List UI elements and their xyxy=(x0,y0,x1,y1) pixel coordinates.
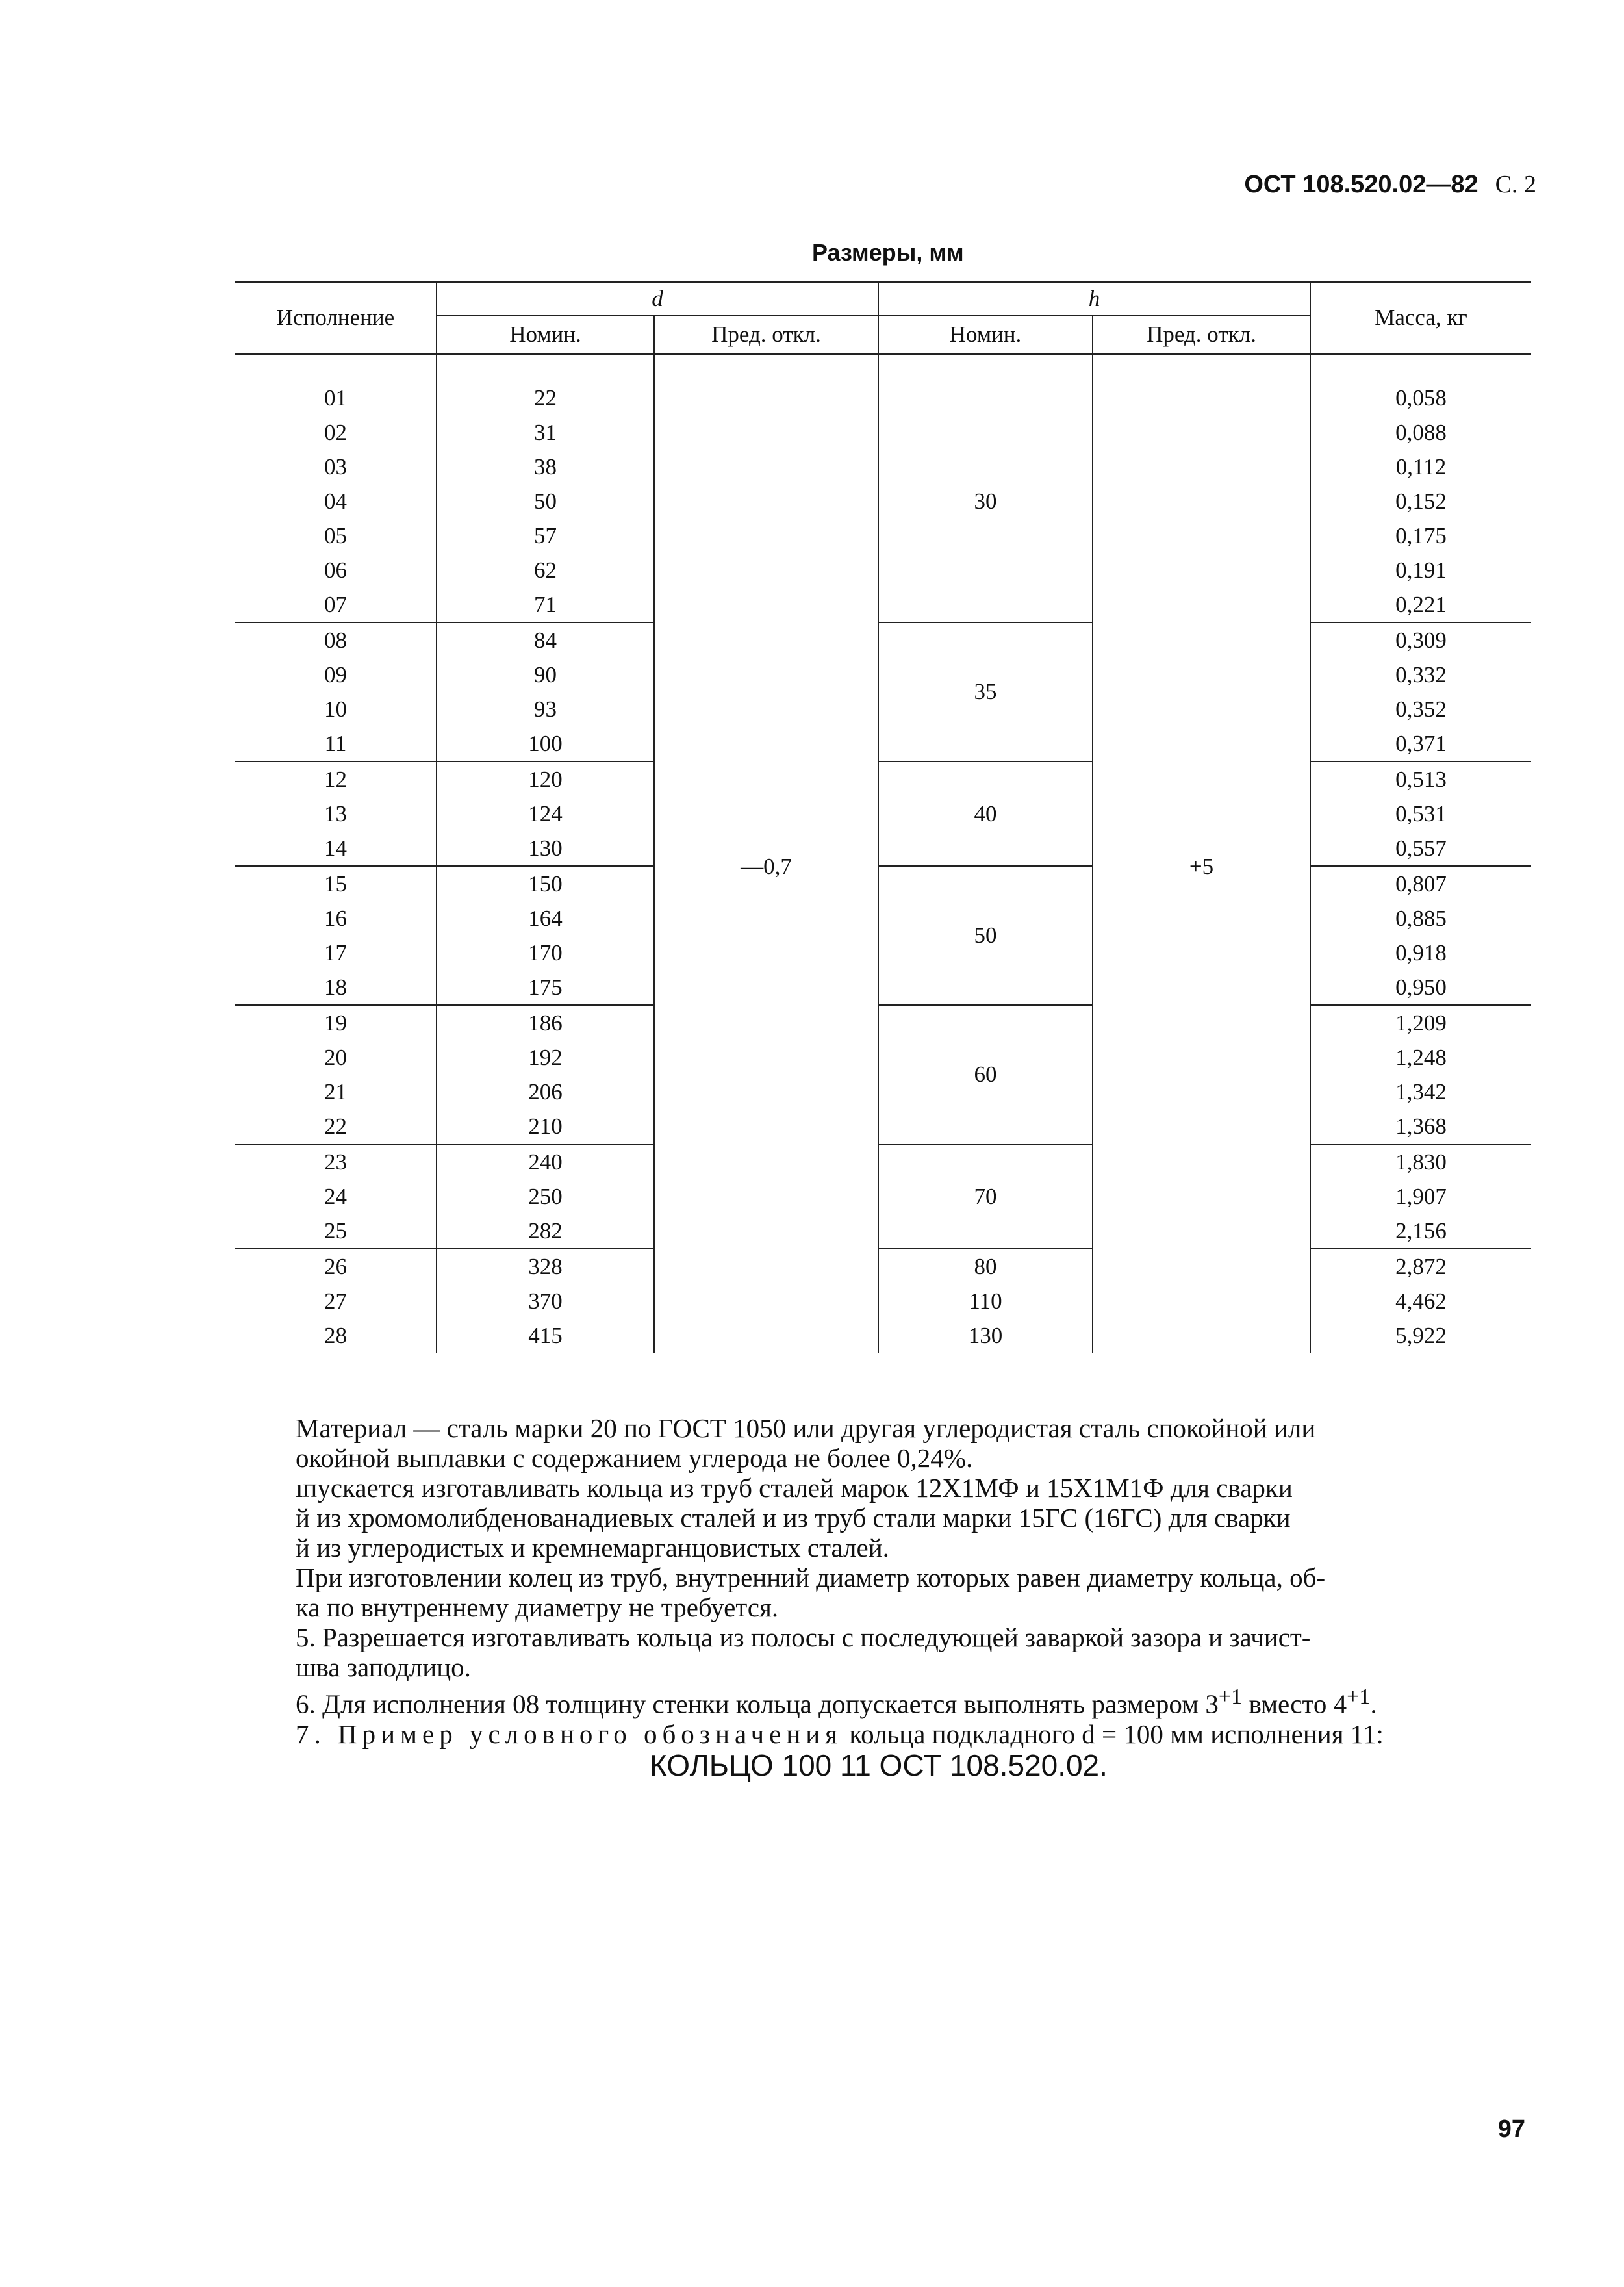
cell-h-nomin: 130 xyxy=(878,1318,1093,1353)
ring-designation: КОЛЬЦО 100 11 ОСТ 108.520.02. xyxy=(650,1748,1108,1782)
cell-d-nomin: 210 xyxy=(437,1109,654,1144)
col-group-d: d xyxy=(437,282,878,316)
cell-ispolnenie: 16 xyxy=(324,905,347,931)
cell-d-nomin: 50 xyxy=(437,484,654,518)
page-number: 97 xyxy=(1497,2115,1525,2143)
cell-ispolnenie: 19 xyxy=(235,1005,437,1040)
cell-ispolnenie: 04 xyxy=(324,488,347,514)
cell-massa: 2,156 xyxy=(1310,1214,1531,1249)
cell-ispolnenie: 08 xyxy=(235,622,437,658)
cell-d-nomin: 240 xyxy=(437,1144,654,1179)
cell-massa: 1,368 xyxy=(1310,1109,1531,1144)
cell-d-tolerance: —0,7 xyxy=(654,381,878,1353)
cell-massa: 0,088 xyxy=(1310,415,1531,450)
cell-d-nomin: 84 xyxy=(437,622,654,658)
cell-massa: 0,309 xyxy=(1310,622,1531,658)
note-7 xyxy=(296,1719,1530,1749)
cell-massa: 2,872 xyxy=(1310,1249,1531,1284)
cell-ispolnenie: 17 xyxy=(324,939,347,965)
cell-d-nomin: 415 xyxy=(437,1318,654,1353)
cell-ispolnenie: 18 xyxy=(324,974,347,1000)
cell-d-nomin: 57 xyxy=(437,518,654,553)
cell-massa: 1,209 xyxy=(1310,1005,1531,1040)
col-d-nomin: Номин. xyxy=(437,316,654,354)
cell-d-nomin: 328 xyxy=(437,1249,654,1284)
cell-d-nomin: 130 xyxy=(437,831,654,866)
table-row xyxy=(235,866,1531,901)
note-5a: 5. Разрешается изготавливать кольца из полосы с последующей заваркой зазора и зачист- xyxy=(296,1622,1311,1652)
note-4b: ка по внутреннему диаметру не требуется. xyxy=(296,1592,779,1622)
cell-ispolnenie: 26 xyxy=(235,1249,437,1284)
note-3b: й из хромомолибденованадиевых сталей и из труб стали марки 15ГС (16ГС) для сварки xyxy=(296,1503,1291,1533)
cell-d-nomin: 186 xyxy=(437,1005,654,1040)
cell-ispolnenie: 22 xyxy=(324,1113,347,1139)
cell-d-nomin: 124 xyxy=(437,797,654,831)
cell-massa: 0,332 xyxy=(1310,658,1531,692)
cell-massa: 1,342 xyxy=(1310,1075,1531,1109)
cell-d-nomin: 192 xyxy=(437,1040,654,1075)
cell-ispolnenie: 07 xyxy=(324,591,347,617)
table-body xyxy=(235,354,1531,1353)
cell-massa: 4,462 xyxy=(1310,1284,1531,1318)
cell-ispolnenie: 25 xyxy=(324,1218,347,1244)
cell-ispolnenie: 12 xyxy=(235,761,437,797)
cell-d-nomin: 38 xyxy=(437,450,654,484)
cell-d-nomin: 71 xyxy=(437,587,654,622)
cell-ispolnenie: 10 xyxy=(324,696,347,722)
cell-d-nomin: 100 xyxy=(437,726,654,761)
cell-ispolnenie: 05 xyxy=(324,522,347,548)
cell-d-nomin: 62 xyxy=(437,553,654,587)
note-6-sup2: +1 xyxy=(1347,1685,1371,1709)
col-h-nomin: Номин. xyxy=(878,316,1093,354)
note-2a: Материал — сталь марки 20 по ГОСТ 1050 или другая углеродистая сталь спокойной или xyxy=(296,1413,1316,1443)
cell-ispolnenie: 14 xyxy=(324,835,347,861)
page-label: С. 2 xyxy=(1495,171,1536,198)
cell-massa: 0,557 xyxy=(1310,831,1531,866)
cell-h-nomin: 110 xyxy=(878,1284,1093,1318)
cell-ispolnenie: 13 xyxy=(324,800,347,826)
cell-massa: 0,918 xyxy=(1310,936,1531,970)
cell-h-nomin: 80 xyxy=(878,1249,1093,1284)
cell-d-nomin: 120 xyxy=(437,761,654,797)
page-header xyxy=(1244,170,1536,199)
cell-massa: 0,191 xyxy=(1310,553,1531,587)
note-3a: ıпускается изготавливать кольца из труб сталей марок 12Х1МФ и 15Х1М1Ф для сварки xyxy=(296,1473,1293,1503)
cell-d-nomin: 206 xyxy=(437,1075,654,1109)
cell-ispolnenie: 20 xyxy=(324,1044,347,1070)
col-massa: Масса, кг xyxy=(1310,282,1531,354)
col-h-pred: Пред. откл. xyxy=(1093,316,1310,354)
table-row xyxy=(235,761,1531,797)
table-row xyxy=(235,1284,1531,1318)
cell-d-nomin: 175 xyxy=(437,970,654,1005)
col-group-h: h xyxy=(878,282,1310,316)
table-row xyxy=(235,1318,1531,1353)
cell-ispolnenie: 28 xyxy=(324,1322,347,1348)
cell-massa: 0,152 xyxy=(1310,484,1531,518)
cell-d-nomin: 282 xyxy=(437,1214,654,1249)
cell-d-nomin: 22 xyxy=(437,381,654,415)
note-6-sup1: +1 xyxy=(1218,1685,1243,1709)
cell-massa: 0,513 xyxy=(1310,761,1531,797)
table-row xyxy=(235,1249,1531,1284)
cell-h-nomin: 50 xyxy=(878,866,1093,1005)
cell-massa: 5,922 xyxy=(1310,1318,1531,1353)
standard-code: ОСТ 108.520.02—82 xyxy=(1244,171,1478,198)
table-header-row xyxy=(235,282,1531,316)
table-row xyxy=(235,622,1531,658)
cell-massa: 0,352 xyxy=(1310,692,1531,726)
cell-ispolnenie: 03 xyxy=(324,454,347,479)
cell-h-nomin: 30 xyxy=(878,381,1093,622)
cell-d-nomin: 93 xyxy=(437,692,654,726)
cell-ispolnenie: 09 xyxy=(324,661,347,687)
table-spacer-row xyxy=(235,354,1531,381)
note-4a: При изготовлении колец из труб, внутренний диаметр которых равен диаметру кольца, об- xyxy=(296,1563,1326,1592)
note-3c: й из углеродистых и кремнемарганцовистых сталей. xyxy=(296,1533,889,1563)
cell-d-nomin: 31 xyxy=(437,415,654,450)
cell-h-nomin: 35 xyxy=(878,622,1093,761)
note-6-end: . xyxy=(1370,1689,1377,1719)
cell-massa: 1,907 xyxy=(1310,1179,1531,1214)
cell-massa: 0,058 xyxy=(1310,381,1531,415)
cell-massa: 0,175 xyxy=(1310,518,1531,553)
cell-d-nomin: 150 xyxy=(437,866,654,901)
table-row xyxy=(235,381,1531,415)
cell-ispolnenie: 11 xyxy=(324,730,347,756)
cell-d-nomin: 164 xyxy=(437,901,654,936)
cell-h-nomin: 70 xyxy=(878,1144,1093,1249)
table-caption: Размеры, мм xyxy=(812,239,964,266)
notes xyxy=(296,1413,1530,1749)
cell-massa: 1,830 xyxy=(1310,1144,1531,1179)
note-2b: окойной выплавки с содержанием углерода не более 0,24%. xyxy=(296,1443,973,1473)
cell-d-nomin: 90 xyxy=(437,658,654,692)
cell-massa: 0,950 xyxy=(1310,970,1531,1005)
cell-d-nomin: 250 xyxy=(437,1179,654,1214)
note-6-text: 6. Для исполнения 08 толщину стенки кольца допускается выполнять размером 3 xyxy=(296,1689,1219,1719)
col-d-pred: Пред. откл. xyxy=(654,316,878,354)
col-ispolnenie: Исполнение xyxy=(276,305,395,330)
cell-massa: 0,885 xyxy=(1310,901,1531,936)
note-6 xyxy=(296,1682,1530,1719)
cell-ispolnenie: 02 xyxy=(324,419,347,445)
cell-h-nomin: 40 xyxy=(878,761,1093,866)
cell-massa: 0,371 xyxy=(1310,726,1531,761)
cell-h-tolerance: +5 xyxy=(1093,381,1310,1353)
cell-massa: 0,807 xyxy=(1310,866,1531,901)
cell-massa: 1,248 xyxy=(1310,1040,1531,1075)
cell-h-nomin: 60 xyxy=(878,1005,1093,1144)
cell-ispolnenie: 24 xyxy=(324,1183,347,1209)
table-row xyxy=(235,1005,1531,1040)
cell-ispolnenie: 27 xyxy=(324,1288,347,1314)
cell-ispolnenie: 21 xyxy=(324,1079,347,1105)
table-row xyxy=(235,1144,1531,1179)
cell-massa: 0,531 xyxy=(1310,797,1531,831)
cell-ispolnenie: 06 xyxy=(324,557,347,583)
dimensions-table xyxy=(235,281,1531,1353)
note-5b: шва заподлицо. xyxy=(296,1652,471,1682)
cell-ispolnenie: 23 xyxy=(235,1144,437,1179)
note-6-mid: вместо 4 xyxy=(1242,1689,1347,1719)
cell-ispolnenie: 15 xyxy=(235,866,437,901)
cell-massa: 0,221 xyxy=(1310,587,1531,622)
cell-ispolnenie: 01 xyxy=(324,385,347,411)
cell-d-nomin: 370 xyxy=(437,1284,654,1318)
cell-massa: 0,112 xyxy=(1310,450,1531,484)
note-7-prefix: 7. Пример условного обозначения xyxy=(296,1718,843,1749)
note-7-suffix: кольца подкладного d = 100 мм исполнения 11: xyxy=(849,1718,1384,1749)
cell-d-nomin: 170 xyxy=(437,936,654,970)
